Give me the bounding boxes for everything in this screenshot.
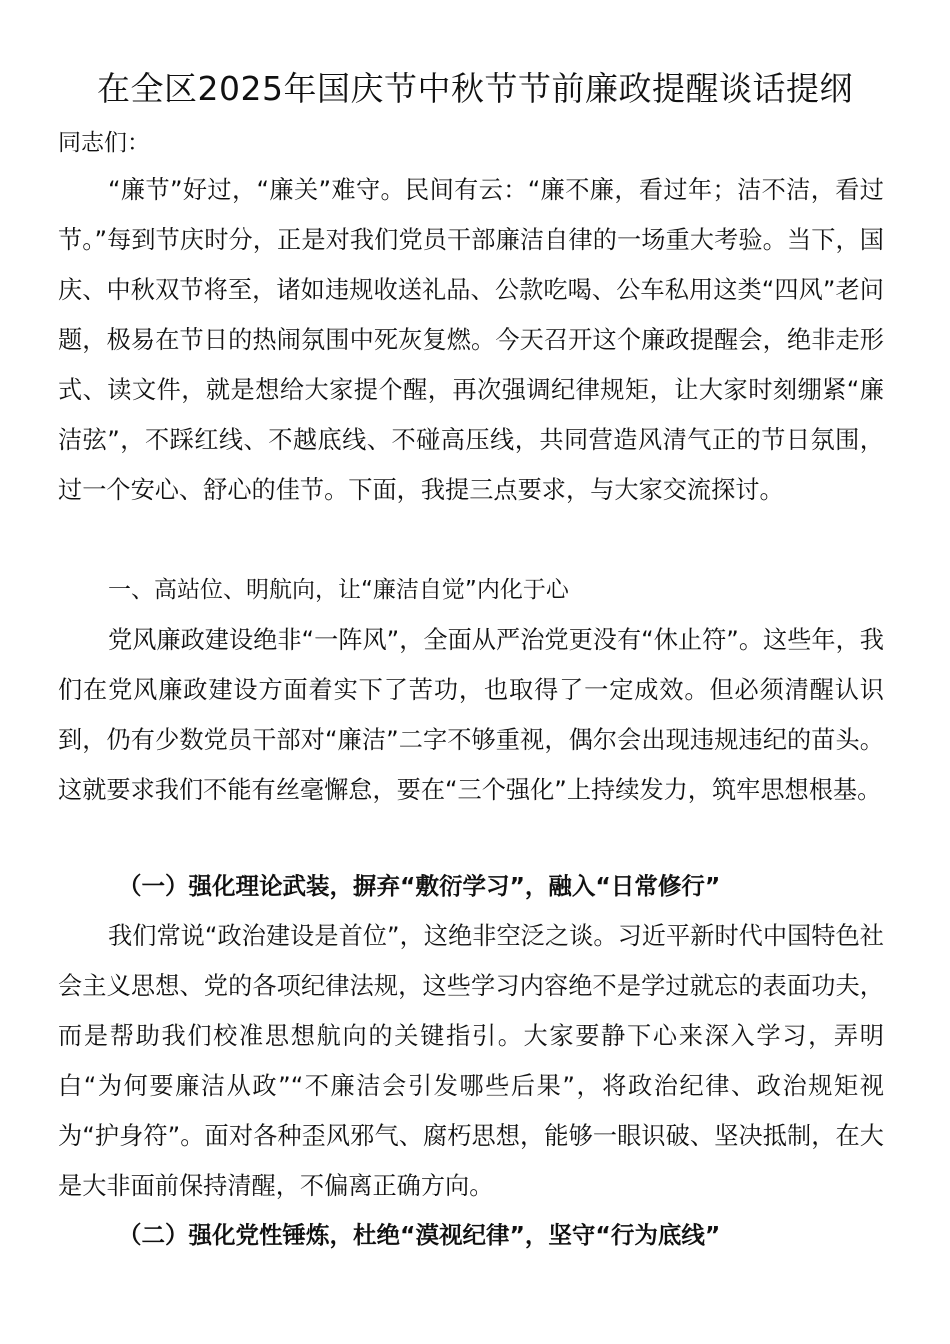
salutation: 同志们：	[58, 130, 150, 156]
subsection-1-paragraph: 我们常说“政治建设是首位”，这绝非空泛之谈。习近平新时代中国特色社会主义思想、党的各项纪律法规，这些学习内容绝不是学过就忘的表面功夫，而是帮助我们校准思想航向的关键指引。大家要静下心来深入学习，弄明白“为何要廉洁从政”“不廉洁会引发哪些后果”，将政治纪律、政治规矩视为“护身符”。面对各种歪风邪气、腐朽思想，能够一眼识破、坚决抵制，在大是大非面前保持清醒，不偏离正确方向。	[58, 922, 884, 1200]
intro-paragraph: “廉节”好过，“廉关”难守。民间有云：“廉不廉，看过年；洁不洁，看过节。”每到节庆时分，正是对我们党员干部廉洁自律的一场重大考验。当下，国庆、中秋双节将至，诸如违规收送礼品、公款吃喝、公车私用这类“四风”老问题，极易在节日的热闹氛围中死灰复燃。今天召开这个廉政提醒会，绝非走形式、读文件，就是想给大家提个醒，再次强调纪律规矩，让大家时刻绷紧“廉洁弦”，不踩红线、不越底线、不碰高压线，共同营造风清气正的节日氛围，过一个安心、舒心的佳节。下面，我提三点要求，与大家交流探讨。	[58, 176, 884, 504]
section-1-paragraph: 党风廉政建设绝非“一阵风”，全面从严治党更没有“休止符”。这些年，我们在党风廉政建设方面着实下了苦功，也取得了一定成效。但必须清醒认识到，仍有少数党员干部对“廉洁”二字不够重视，偶尔会出现违规违纪的苗头。这就要求我们不能有丝毫懈怠，要在“三个强化”上持续发力，筑牢思想根基。	[58, 626, 884, 804]
section-1-heading: 一、高站位、明航向，让“廉洁自觉”内化于心	[108, 577, 569, 603]
subsection-2-heading: （二）强化党性锤炼，杜绝“漠视纪律”，坚守“行为底线”	[118, 1221, 721, 1249]
document-title: 在全区2025年国庆节中秋节节前廉政提醒谈话提纲	[97, 69, 853, 108]
subsection-1-heading: （一）强化理论武装，摒弃“敷衍学习”，融入“日常修行”	[118, 872, 721, 900]
